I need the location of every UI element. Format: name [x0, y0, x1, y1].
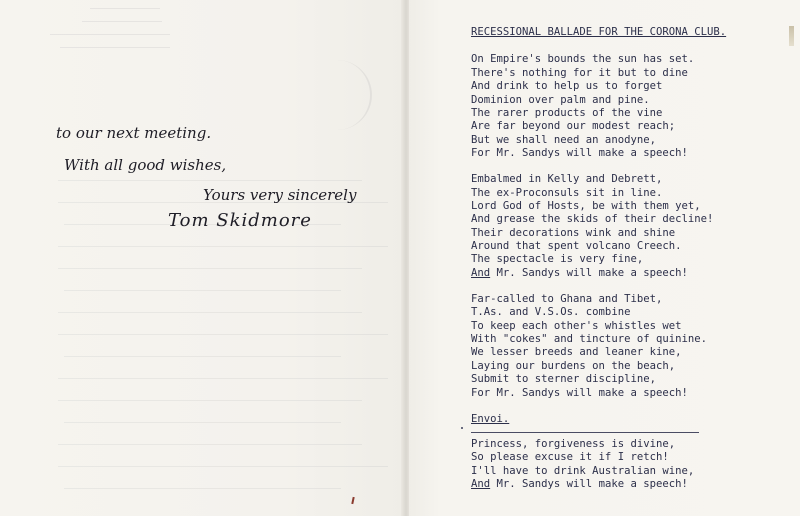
- poem-line: The rarer products of the vine: [471, 106, 663, 119]
- poem-line: Embalmed in Kelly and Debrett,: [471, 173, 663, 186]
- poem-line: And grease the skids of their decline!: [471, 213, 714, 226]
- poem-line: Dominion over palm and pine.: [471, 93, 650, 106]
- stanza-3: [471, 293, 791, 400]
- refrain-text: Mr. Sandys will make a speech!: [490, 147, 688, 160]
- poem-line: I'll have to drink Australian wine,: [471, 464, 695, 477]
- poem-line: Far-called to Ghana and Tibet,: [471, 292, 663, 305]
- poem-line: Around that spent volcano Creech.: [471, 240, 682, 253]
- poem-line: So please excuse it if I retch!: [471, 451, 669, 464]
- poem-line: We lesser breeds and leaner kine,: [471, 346, 682, 359]
- refrain-text: Mr. Sandys will make a speech!: [490, 478, 688, 491]
- poem-line: Are far beyond our modest reach;: [471, 120, 676, 133]
- poem-line: T.As. and V.S.Os. combine: [471, 306, 631, 319]
- envoi-heading: Envoi.: [471, 412, 510, 425]
- refrain-text: Mr. Sandys will make a speech!: [490, 386, 688, 399]
- poem-refrain: [471, 267, 791, 280]
- poem-line: Their decorations wink and shine: [471, 226, 676, 239]
- poem-line: Submit to sterner discipline,: [471, 373, 656, 386]
- refrain-text: Mr. Sandys will make a speech!: [490, 266, 688, 279]
- stanza-1: [471, 53, 791, 160]
- stamp-show-through: [330, 60, 372, 130]
- signature: Tom Skidmore: [168, 210, 312, 231]
- poem-line: The ex-Proconsuls sit in line.: [471, 186, 663, 199]
- poem-refrain: [471, 387, 791, 400]
- letterhead-show-through: [40, 8, 180, 60]
- closing-rule: [471, 432, 699, 433]
- poem-line: And drink to help us to forget: [471, 80, 663, 93]
- letter-closing: Yours very sincerely: [203, 186, 357, 204]
- poem-line: There's nothing for it but to dine: [471, 66, 688, 79]
- poem-line: Lord God of Hosts, be with them yet,: [471, 199, 701, 212]
- envoi-stanza: [471, 438, 791, 492]
- poem-page: [409, 0, 800, 516]
- letter-line-2: With all good wishes,: [64, 156, 227, 174]
- poem-line: On Empire's bounds the sun has set.: [471, 53, 695, 66]
- poem-line: The spectacle is very fine,: [471, 253, 644, 266]
- letter-line-1: to our next meeting.: [56, 124, 212, 142]
- ink-speck: [461, 427, 463, 429]
- poem-line: But we shall need an anodyne,: [471, 133, 656, 146]
- poem-line: Princess, forgiveness is divine,: [471, 437, 676, 450]
- poem-refrain: [471, 147, 791, 160]
- refrain-prefix: And: [471, 478, 491, 491]
- poem-line: Laying our burdens on the beach,: [471, 359, 676, 372]
- poem-line: With "cokes" and tincture of quinine.: [471, 333, 707, 346]
- refrain-prefix: For: [471, 147, 491, 160]
- stanza-2: [471, 173, 791, 280]
- refrain-prefix: And: [471, 266, 491, 279]
- poem-line: To keep each other's whistles wet: [471, 319, 682, 332]
- poem-refrain: [471, 478, 791, 491]
- refrain-prefix: For: [471, 386, 491, 399]
- poem-title: RECESSIONAL BALLADE FOR THE CORONA CLUB.: [471, 26, 727, 38]
